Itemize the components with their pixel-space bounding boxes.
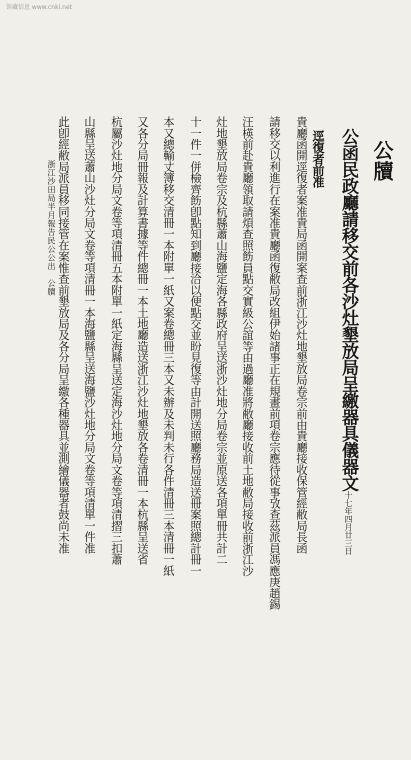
body-line: 貴廳函開逕復者案准貴局函開案查前浙江沙灶地墾放局卷宗前由貴廳接收保管經敝局長函 <box>295 116 309 554</box>
document-date: 十七年四月廿三日 <box>344 491 353 555</box>
body-line: 山縣呈送蕭山沙灶分局文卷等項清冊一本海鹽縣呈送海鹽沙灶地分局文卷等項清單一件准 <box>83 116 97 554</box>
document-title <box>336 128 361 728</box>
body-line: 灶地墾放局卷宗及杭縣蕭山海鹽定海各縣政府呈送浙沙灶地分局卷宗並原送各項單冊共計二 <box>215 116 229 565</box>
addressee-line: 逕復者前准 <box>311 130 325 188</box>
body-line: 十一件一併檢齊飭卽點知到廳接洽以便點交並盼見復等由計開送照廳務局造送冊案照總計冊一 <box>189 116 203 577</box>
section-title: 公牘 <box>370 140 394 182</box>
body-line: 本又總輸丈簿移交清冊一本附單一紙又案卷總冊三本又未辦及未判未行各件清冊三本清冊一紙 <box>162 116 176 577</box>
footer-journal-line: 浙江沙田局半月報告民公公出 公牘 <box>47 160 56 296</box>
body-line: 汪楧前赴貴廳領取請煩查照飭員點交實級公誼等由過廳准將敝廳接收前土地敝局接收前浙江沙 <box>241 116 255 577</box>
watermark: 馆藏信息 www.cnki.net <box>6 4 72 11</box>
body-line: 杭屬沙灶地分局文卷等項清冊五本附單一紙定海縣呈送定海沙灶地分局文卷等項清摺三扣蕭 <box>110 116 124 565</box>
body-line: 又各分局冊報及計算書據等件總冊一本土地廳造送浙江沙灶地墾放各卷清冊一本杭縣呈送省 <box>136 116 150 565</box>
body-line: 請移交以利進行在案准貴廳函復敝局改組伊始諸事正在規畫前項卷宗應待從事攷查茲派員馮應庚趙錫 <box>268 116 282 610</box>
title-text: 公函民政廳請移交前各沙灶墾放局呈繳器具儀器文 <box>338 128 358 491</box>
body-line: 此卽經敝局派員移同接管在案惟查前墾放局及各分局呈繳各種器具並測繪儀器者鼓尚未准 <box>57 116 71 554</box>
